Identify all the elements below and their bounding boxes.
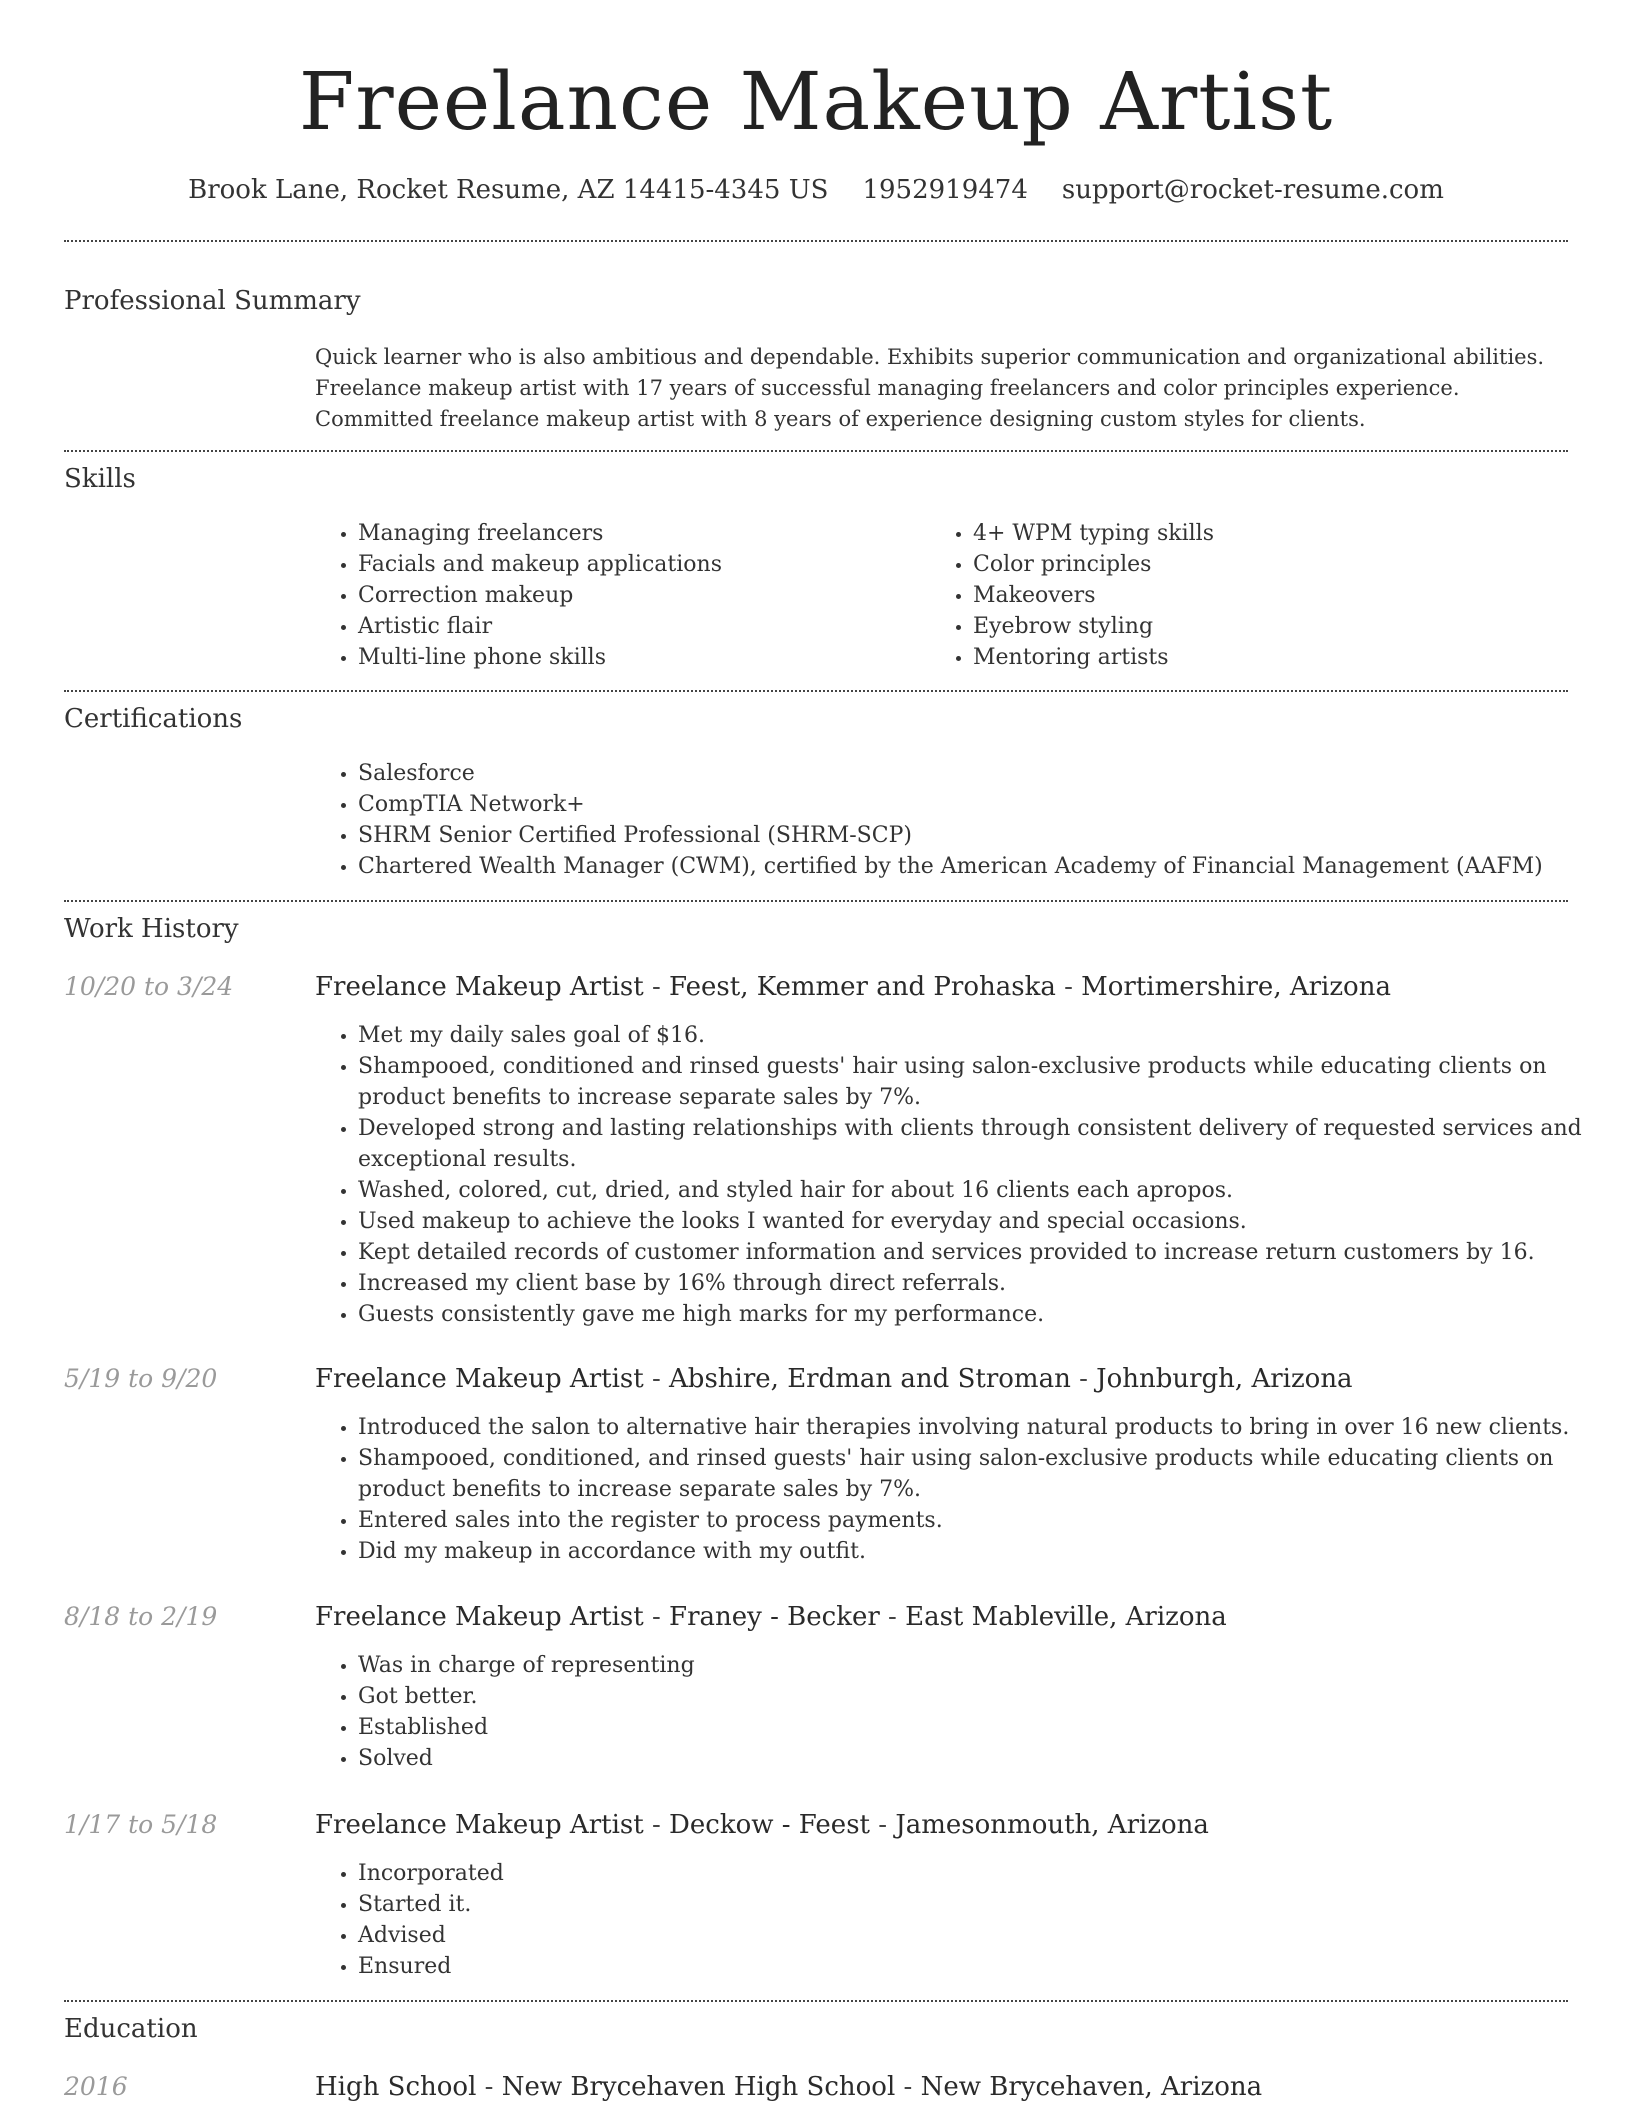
skill-item: • Eyebrow styling — [973, 611, 1573, 642]
contact-line — [0, 170, 1632, 210]
job-heading — [315, 970, 1391, 1004]
job-dates: 8/18 to 2/19 — [64, 1602, 218, 1631]
section-divider — [64, 450, 1568, 452]
job-bullet: • Entered sales into the register to process payments. — [358, 1505, 1593, 1536]
separator: - — [895, 2072, 921, 2102]
job-bullet: • Guests consistently gave me high marks for my performance. — [358, 1299, 1588, 1330]
job-bullet: • Met my daily sales goal of $16. — [358, 1020, 1588, 1051]
education-location: New Brycehaven, Arizona — [920, 2072, 1263, 2102]
separator: - — [1070, 1364, 1097, 1394]
job-company: Feest, Kemmer and Prohaska — [669, 972, 1056, 1002]
separator: - — [1055, 972, 1082, 1002]
job-bullet: • Solved — [358, 1743, 1588, 1774]
job-bullet: • Introduced the salon to alternative hair therapies involving natural products to bring in over 16 new clients. — [358, 1412, 1593, 1443]
certification-item: • SHRM Senior Certified Professional (SHRM-SCP) — [358, 820, 1608, 851]
certifications-list — [314, 758, 1608, 882]
work-history-heading: Work History — [64, 914, 239, 944]
job-bullet: • Incorporated — [358, 1858, 1588, 1889]
job-bullets — [314, 1020, 1588, 1330]
section-divider — [64, 2000, 1568, 2002]
job-bullet: • Ensured — [358, 1951, 1588, 1982]
separator: - — [643, 1810, 670, 1840]
education-heading-line — [315, 2070, 1262, 2104]
job-title: Freelance Makeup Artist — [315, 972, 644, 1002]
job-bullet: • Kept detailed records of customer information and services provided to increase return customers by 16. — [358, 1237, 1588, 1268]
job-bullet: • Got better. — [358, 1681, 1588, 1712]
section-divider — [64, 900, 1568, 902]
job-bullet: • Washed, colored, cut, dried, and styled hair for about 16 clients each apropos. — [358, 1175, 1588, 1206]
job-dates: 1/17 to 5/18 — [64, 1810, 218, 1839]
skill-item: • Correction makeup — [358, 580, 918, 611]
skill-item: • Mentoring artists — [973, 642, 1573, 673]
job-bullet: • Used makeup to achieve the looks I wanted for everyday and special occasions. — [358, 1206, 1588, 1237]
job-title: Freelance Makeup Artist — [315, 1364, 644, 1394]
separator: - — [870, 1810, 896, 1840]
skills-list-left — [314, 518, 918, 673]
separator: - — [643, 1602, 670, 1632]
section-divider — [64, 240, 1568, 242]
job-location: Jamesonmouth, Arizona — [895, 1810, 1209, 1840]
separator: - — [476, 2072, 502, 2102]
job-bullets — [314, 1858, 1588, 1982]
job-company: Deckow - Feest — [669, 1810, 870, 1840]
job-title: Freelance Makeup Artist — [315, 1810, 644, 1840]
job-heading — [315, 1600, 1227, 1634]
skills-list-right — [929, 518, 1573, 673]
section-divider — [64, 690, 1568, 692]
skill-item: • Managing freelancers — [358, 518, 918, 549]
job-title: Freelance Makeup Artist — [315, 1602, 644, 1632]
skill-item: • Makeovers — [973, 580, 1573, 611]
education-heading: Education — [64, 2014, 198, 2044]
job-location: East Mableville, Arizona — [905, 1602, 1227, 1632]
job-bullet: • Shampooed, conditioned and rinsed guests' hair using salon-exclusive products while educating clients on product benefits to increase separate sales by 7%. — [358, 1051, 1588, 1113]
contact-phone: 1952919474 — [862, 175, 1028, 205]
job-heading — [315, 1808, 1209, 1842]
separator: - — [643, 1364, 670, 1394]
job-dates: 10/20 to 3/24 — [64, 972, 234, 1001]
separator: - — [643, 972, 670, 1002]
job-bullet: • Advised — [358, 1920, 1588, 1951]
education-year: 2016 — [64, 2072, 128, 2101]
skill-item: • Color principles — [973, 549, 1573, 580]
skill-item: • Facials and makeup applications — [358, 549, 918, 580]
certifications-heading: Certifications — [64, 704, 243, 734]
education-school: New Brycehaven High School — [501, 2072, 896, 2102]
contact-email: support@rocket-resume.com — [1061, 175, 1444, 205]
certification-item: • Chartered Wealth Manager (CWM), certified by the American Academy of Financial Management (AAFM) — [358, 851, 1608, 882]
certification-item: • CompTIA Network+ — [358, 789, 1608, 820]
job-company: Franey - Becker — [669, 1602, 880, 1632]
job-location: Johnburgh, Arizona — [1096, 1364, 1353, 1394]
job-bullets — [314, 1412, 1593, 1567]
summary-heading: Professional Summary — [64, 286, 361, 316]
resume-name: Freelance Makeup Artist — [298, 55, 1334, 148]
skill-item: • 4+ WPM typing skills — [973, 518, 1573, 549]
contact-address: Brook Lane, Rocket Resume, AZ 14415-4345 US — [188, 175, 829, 205]
job-bullets — [314, 1650, 1588, 1774]
summary-text: Quick learner who is also ambitious and dependable. Exhibits superior communication and organizational abilities. Freelance makeup artist with 17 years of successful managing freelancers and color principles experience. Committed freelance makeup artist with 8 years of experience designing custom styles for clients. — [315, 345, 1545, 431]
job-bullet: • Developed strong and lasting relationships with clients through consistent delivery of requested services and exceptional results. — [358, 1113, 1588, 1175]
job-dates: 5/19 to 9/20 — [64, 1364, 218, 1393]
job-heading — [315, 1362, 1353, 1396]
skills-heading: Skills — [64, 464, 136, 494]
job-location: Mortimershire, Arizona — [1081, 972, 1391, 1002]
job-bullet: • Was in charge of representing — [358, 1650, 1588, 1681]
job-bullet: • Shampooed, conditioned, and rinsed guests' hair using salon-exclusive products while educating clients on product benefits to increase separate sales by 7%. — [358, 1443, 1593, 1505]
job-bullet: • Started it. — [358, 1889, 1588, 1920]
certification-item: • Salesforce — [358, 758, 1608, 789]
job-bullet: • Did my makeup in accordance with my outfit. — [358, 1536, 1593, 1567]
skill-item: • Multi-line phone skills — [358, 642, 918, 673]
job-bullet: • Increased my client base by 16% through direct referrals. — [358, 1268, 1588, 1299]
skill-item: • Artistic flair — [358, 611, 918, 642]
separator: - — [879, 1602, 906, 1632]
job-bullet: • Established — [358, 1712, 1588, 1743]
education-degree: High School — [315, 2072, 477, 2102]
job-company: Abshire, Erdman and Stroman — [669, 1364, 1071, 1394]
